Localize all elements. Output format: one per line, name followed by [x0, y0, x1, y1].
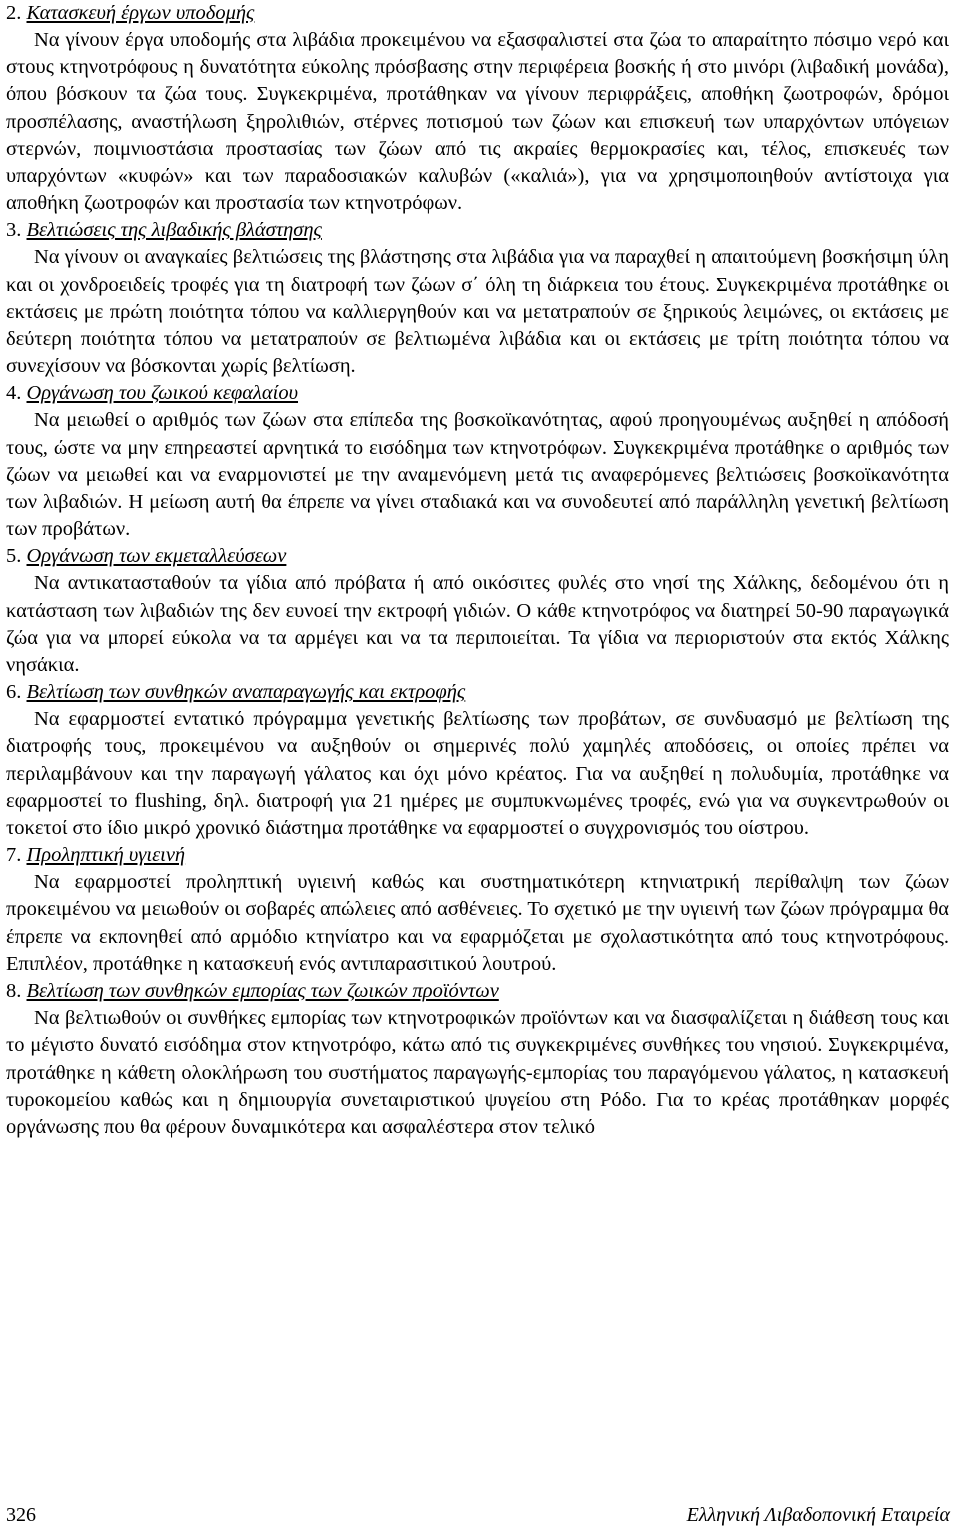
- footer-page-number: 326: [6, 1504, 36, 1526]
- section-8: [6, 978, 949, 1141]
- section-number: 6.: [6, 681, 22, 704]
- section-paragraph: Να εφαρμοστεί προληπτική υγιεινή καθώς και συστηματικότερη κτηνιατρική περίθαλψη των ζώων προκειμένου να μειωθούν οι σοβαρές απώλειες από ασθένειες. Το σχετικό με την υγιεινή των ζώων πρόγραμμα θα έπρεπε να εκπονηθεί από αρμόδιο κτηνίατρο και να εφαρμόζεται με σχολαστικότητα από τους κτηνοτρόφους. Επιπλέον, προτάθηκε η κατασκευή ενός αντιπαρασιτικού λουτρού.: [6, 871, 949, 975]
- section-7: [6, 842, 949, 978]
- section-heading: [6, 842, 949, 869]
- section-heading: [6, 679, 949, 706]
- section-number: 3.: [6, 219, 22, 242]
- section-6: [6, 679, 949, 842]
- section-title: Βελτιώσεις της λιβαδικής βλάστησης: [26, 219, 322, 242]
- section-title: Προληπτική υγιεινή: [26, 844, 186, 867]
- section-number: 5.: [6, 545, 22, 568]
- footer-organization: Ελληνική Λιβαδοπονική Εταιρεία: [686, 1504, 950, 1526]
- section-heading: [6, 543, 949, 570]
- section-3: [6, 217, 949, 380]
- section-paragraph: Να εφαρμοστεί εντατικό πρόγραμμα γενετικής βελτίωσης των προβάτων, σε συνδυασμό με βελτίωση της διατροφής τους, προκειμένου να αυξηθούν οι σημερινές πολύ χαμηλές αποδόσεις, οι οποίες πρέπει να περιλαμβάνουν και την παραγωγή γάλατος και όχι μόνο κρέατος. Για να αυξηθεί η πολυδυμία, προτάθηκε να εφαρμοστεί το flushing, δηλ. διατροφή για 21 ημέρες με συμπυκνωμένες τροφές, ενώ για να συγκεντρωθούν οι τοκετοί στο ίδιο μικρό χρονικό διάστημα προτάθηκε να εφαρμοστεί ο συγχρονισμός του οίστρου.: [6, 708, 949, 840]
- section-number: 4.: [6, 382, 22, 405]
- section-title: Οργάνωση των εκμεταλλεύσεων: [26, 545, 287, 568]
- section-paragraph: Να γίνουν οι αναγκαίες βελτιώσεις της βλάστησης στα λιβάδια για να παραχθεί η απαιτούμενη βοσκήσιμη ύλη και οι χονδροειδείς τροφές για τη διατροφή των ζώων σ΄ όλη τη διάρκεια του έτους. Συγκεκριμένα προτάθηκε οι εκτάσεις με πρώτη ποιότητα τόπου να καλλιεργηθούν και να μετατραπούν σε ξηρικούς λειμώνες, οι εκτάσεις με δεύτερη ποιότητα τόπου να μετατραπούν σε βελτιωμένα λιβάδια και οι εκτάσεις με τρίτη ποιότητα τόπου να συνεχίσουν να βόσκονται χωρίς βελτίωση.: [6, 246, 949, 378]
- section-paragraph: Να αντικατασταθούν τα γίδια από πρόβατα ή από οικόσιτες φυλές στο νησί της Χάλκης, δεδομένου ότι η κατάσταση των λιβαδιών της δεν ευνοεί την εκτροφή γιδιών. Ο κάθε κτηνοτρόφος να διατηρεί 50-90 παραγωγικά ζώα για να μπορεί εύκολα να τα αρμέγει και να τα περιποιείται. Τα γίδια να περιοριστούν στα εκτός Χάλκης νησάκια.: [6, 572, 949, 677]
- section-title: Βελτίωση των συνθηκών εμπορίας των ζωικών προϊόντων: [26, 980, 499, 1003]
- section-heading: [6, 978, 949, 1005]
- section-4: [6, 380, 949, 543]
- section-number: 7.: [6, 844, 22, 867]
- section-paragraph: Να γίνουν έργα υποδομής στα λιβάδια προκειμένου να εξασφαλιστεί στα ζώα το απαραίτητο πόσιμο νερό και στους κτηνοτρόφους η δυνατότητα εύκολης πρόσβασης στην περιφέρεια βοσκής ή στο μινόρι (λιβαδική μονάδα), όπου βόσκουν τα ζώα τους. Συγκεκριμένα, προτάθηκαν να γίνουν περιφράξεις, αποθήκη ζωοτροφών, δρόμοι προσπέλασης, αναστήλωση ξηρολιθιών, στέρνες ποτισμού των ζώων και επισκευή των υπαρχόντων υπόγειων στερνών, ποιμνιοστάσια προστασίας των ζώων από τις ακραίες θερμοκρασίες και, τέλος, επισκευές των υπαρχόντων «κυφών» και των παραδοσιακών καλυβών («καλιά»), για να χρησιμοποιηθούν αντίστοιχα για αποθήκη ζωοτροφών και προστασία των κτηνοτρόφων.: [6, 29, 949, 215]
- section-2: [6, 0, 949, 217]
- section-heading: [6, 0, 949, 27]
- section-number: 2.: [6, 2, 22, 24]
- section-number: 8.: [6, 980, 22, 1003]
- section-heading: [6, 380, 949, 407]
- document-page: [6, 0, 949, 1141]
- section-title: Οργάνωση του ζωικού κεφαλαίου: [26, 382, 299, 405]
- section-paragraph: Να μειωθεί ο αριθμός των ζώων στα επίπεδα της βοσκοϊκανότητας, αφού προηγουμένως αυξηθεί η απόδοσή τους, ώστε να μην επηρεαστεί αρνητικά το εισόδημα των κτηνοτρόφων. Συγκεκριμένα προτάθηκε ο αριθμός των ζώων να μειωθεί και να εναρμονιστεί με την αναμενόμενη μετά τις αναφερόμενες βελτιώσεις βοσκοϊκανότητα των λιβαδιών. Η μείωση αυτή θα έπρεπε να γίνει σταδιακά και να συνοδευτεί από παράλληλη γενετική βελτίωση των προβάτων.: [6, 409, 949, 541]
- section-title: Βελτίωση των συνθηκών αναπαραγωγής και εκτροφής: [26, 681, 466, 704]
- section-paragraph: Να βελτιωθούν οι συνθήκες εμπορίας των κτηνοτροφικών προϊόντων και να διασφαλίζεται η διάθεση τους και το μέγιστο δυνατό εισόδημα στον κτηνοτρόφο, κάτω από τις συγκεκριμένες συνθήκες του νησιού. Συγκεκριμένα, προτάθηκε η κάθετη ολοκλήρωση του συστήματος παραγωγής-εμπορίας του παραγόμενου γάλατος, η κατασκευή τυροκομείου καθώς και η δημιουργία συνεταιριστικού ψυγείου στη Ρόδο. Για το κρέας προτάθηκαν μορφές οργάνωσης που θα φέρουν δυναμικότερα και ασφαλέστερα στον τελικό: [6, 1007, 949, 1138]
- section-heading: [6, 217, 949, 244]
- section-title: Κατασκευή έργων υποδομής: [26, 2, 255, 24]
- section-5: [6, 543, 949, 679]
